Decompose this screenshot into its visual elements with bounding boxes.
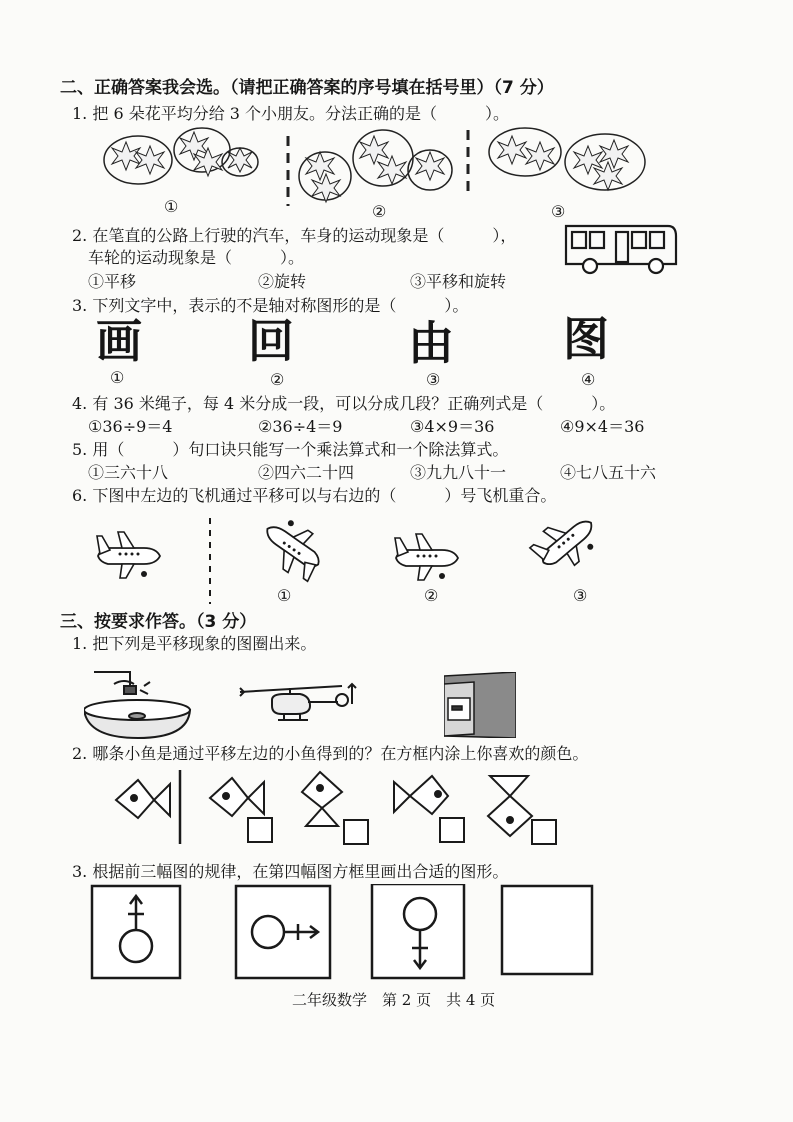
section3-question-3-text: 3. 根据前三幅图的规律，在第四幅图方框里画出合适的图形。 [72,862,509,881]
page-footer: 二年级数学 第 2 页 共 4 页 [292,991,496,1009]
question-1-text: 1. 把 6 朵花平均分给 3 个小朋友。分法正确的是（ ）。 [72,104,510,123]
q5-option-2: ②四六二十四 [258,463,355,482]
char-option-tu: 图 [563,312,609,366]
q2-option-1: ①平移 [88,272,137,291]
q4-option-1: ①36÷9＝4 [88,417,173,436]
q1-option-2: ② [372,202,387,221]
q3-option-2: ② [270,370,285,389]
drawer-picture [444,672,516,738]
pattern-boxes-figure [90,884,598,980]
q5-option-1: ①三六十八 [88,463,169,482]
q1-option-3: ③ [551,202,566,221]
fish-options-figure [108,768,562,848]
section3-question-2-text: 2. 哪条小鱼是通过平移左边的小鱼得到的？在方框内涂上你喜欢的颜色。 [72,744,589,763]
q3-option-4: ④ [581,370,596,389]
question-3-text: 3. 下列文字中，表示的不是轴对称图形的是（ ）。 [72,296,469,315]
airplanes-figure [86,512,616,604]
q5-option-4: ④七八五十六 [560,463,657,482]
question-4-text: 4. 有 36 米绳子，每 4 米分成一段，可以分成几段？正确列式是（ ）。 [72,394,616,413]
helicopter-picture [238,680,362,728]
char-option-hui: 回 [248,314,294,368]
question-2-line1: 2. 在笔直的公路上行驶的汽车，车身的运动现象是（ ）， [72,226,517,245]
question-5-text: 5. 用（ ）句口诀只能写一个乘法算式和一个除法算式。 [72,440,509,459]
char-option-you: 由 [408,316,454,370]
q2-option-2: ②旋转 [258,272,307,291]
flower-groups-figure [100,126,680,206]
char-option-hua: 画 [96,314,142,368]
q6-option-3: ③ [573,586,588,605]
q1-option-1: ① [164,197,179,216]
q3-option-1: ① [110,368,125,387]
faucet-sink-picture [84,664,192,740]
section-3-title: 三、按要求作答。（3 分） [60,612,257,632]
question-2-line2: 车轮的运动现象是（ ）。 [88,248,305,267]
q6-option-1: ① [277,586,292,605]
q4-option-3: ③4×9＝36 [410,417,495,436]
section-2-title: 二、正确答案我会选。（请把正确答案的序号填在括号里）（7 分） [60,78,554,98]
question-6-text: 6. 下图中左边的飞机通过平移可以与右边的（ ）号飞机重合。 [72,486,557,505]
q2-option-3: ③平移和旋转 [410,272,507,291]
q6-option-2: ② [424,586,439,605]
q5-option-3: ③九九八十一 [410,463,507,482]
bus-icon [560,222,682,278]
q4-option-2: ②36÷4＝9 [258,417,343,436]
q3-option-3: ③ [426,370,441,389]
q4-option-4: ④9×4＝36 [560,417,645,436]
section3-question-1-text: 1. 把下列是平移现象的图圈出来。 [72,634,317,653]
